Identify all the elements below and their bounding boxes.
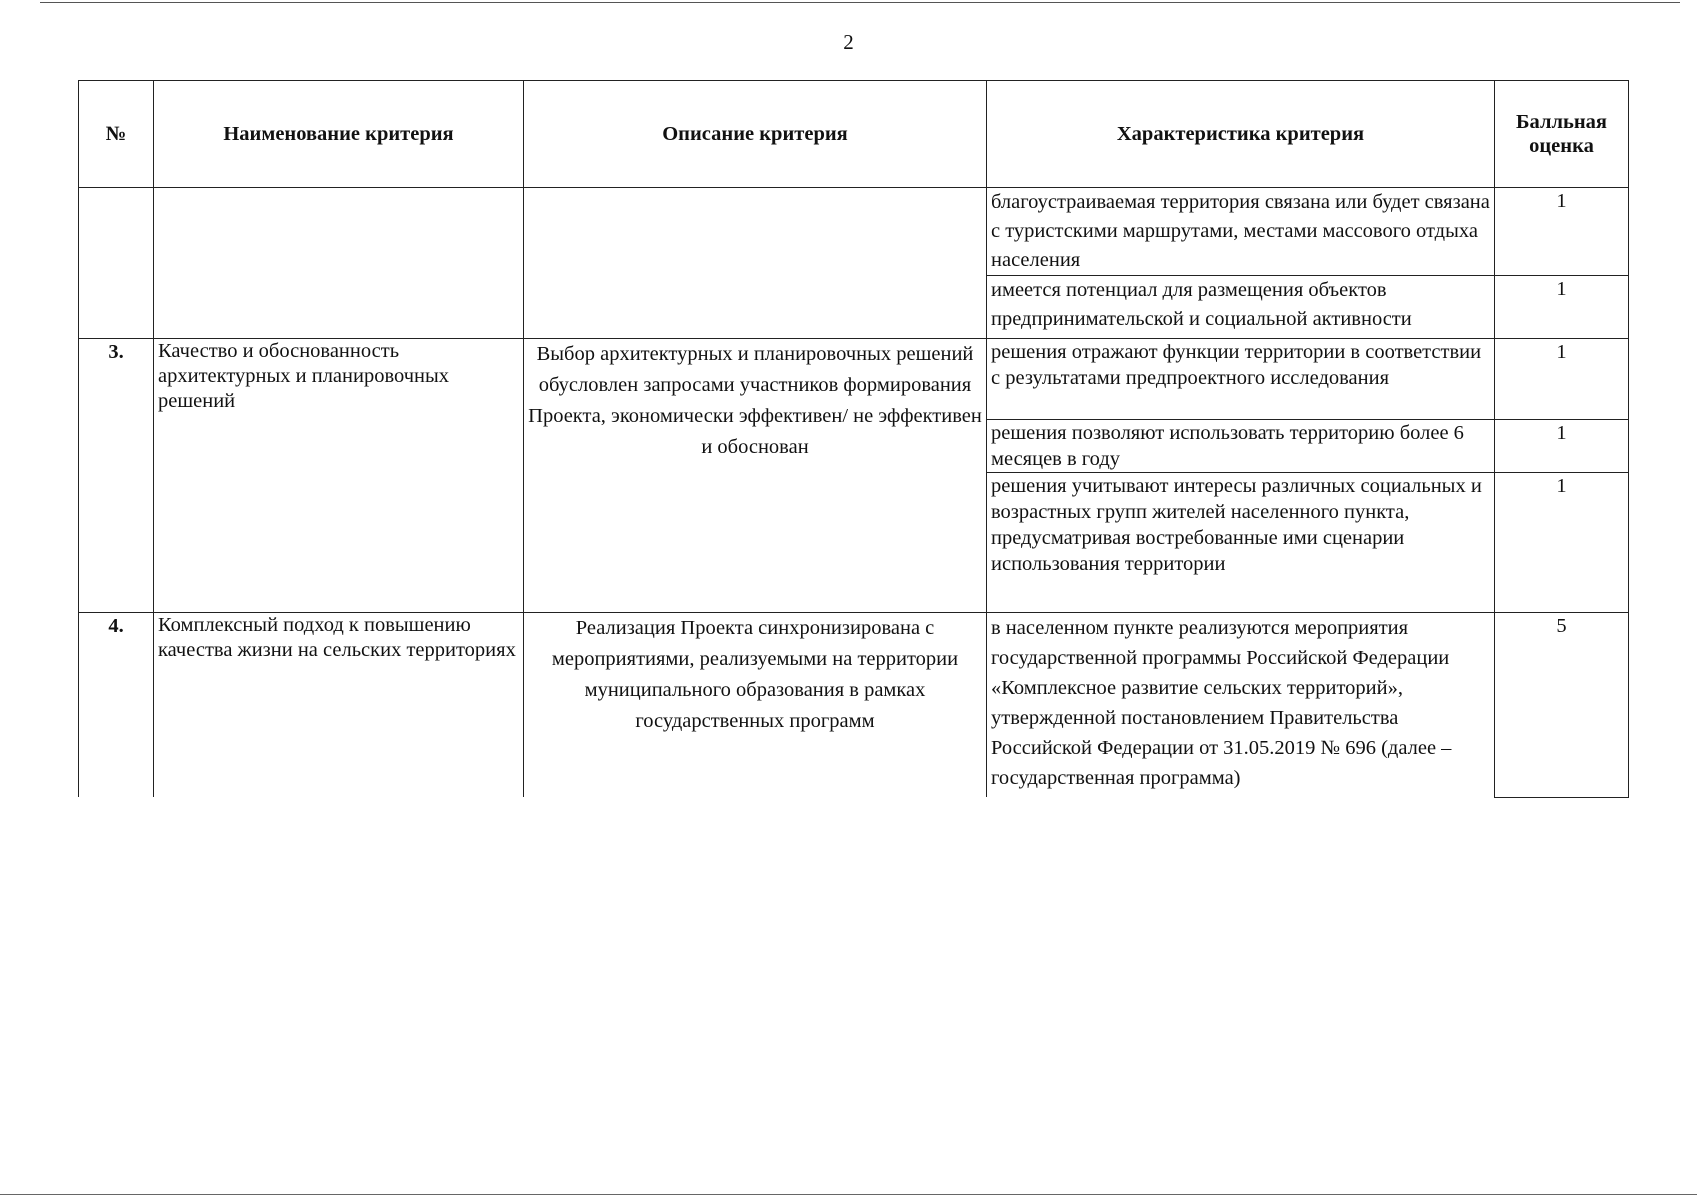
criterion-score: 1: [1495, 420, 1629, 473]
header-characteristic: Характеристика критерия: [987, 81, 1495, 188]
criterion-characteristic: имеется потенциал для размещения объектов предпринимательской и социальной активности: [987, 276, 1495, 339]
scan-edge-bottom: [0, 1194, 1697, 1195]
criterion-description: Выбор архитектурных и планировочных решений обусловлен запросами участников формирования Проекта, экономически эффективен/ не эффективен и обоснован: [524, 339, 987, 613]
criterion-description: Реализация Проекта синхронизирована с мероприятиями, реализуемыми на территории муниципального образования в рамках государственных программ: [524, 613, 987, 798]
criterion-number: 3.: [79, 339, 154, 613]
criterion-number: [79, 188, 154, 339]
criterion-characteristic: решения отражают функции территории в соответствии с результатами предпроектного исследования: [987, 339, 1495, 420]
criterion-number: 4.: [79, 613, 154, 798]
criterion-score: 1: [1495, 339, 1629, 420]
scan-edge-top: [40, 2, 1680, 3]
header-row: [79, 81, 1629, 188]
header-num: №: [79, 81, 154, 188]
criterion-score: 1: [1495, 276, 1629, 339]
criterion-score: 5: [1495, 613, 1629, 798]
criterion-score: 1: [1495, 473, 1629, 613]
table-row: [79, 339, 1629, 420]
page-number: 2: [843, 30, 854, 54]
criterion-characteristic: решения позволяют использовать территорию более 6 месяцев в году: [987, 420, 1495, 473]
criterion-characteristic: в населенном пункте реализуются мероприятия государственной программы Российской Федерации «Комплексное развитие сельских территорий», утвержденной постановлением Правительства Российской Федерации от 31.05.2019 № 696 (далее – государственная программа): [987, 613, 1495, 798]
criterion-characteristic: благоустраиваемая территория связана или будет связана с туристскими маршрутами, местами массового отдыха населения: [987, 188, 1495, 276]
criterion-name: [154, 188, 524, 339]
criterion-name: Качество и обоснованность архитектурных и планировочных решений: [154, 339, 524, 613]
criterion-name: Комплексный подход к повышению качества жизни на сельских территориях: [154, 613, 524, 798]
header-score: Балльная оценка: [1495, 81, 1629, 188]
header-name: Наименование критерия: [154, 81, 524, 188]
table-row: [79, 188, 1629, 276]
table-row: [79, 613, 1629, 798]
header-description: Описание критерия: [524, 81, 987, 188]
criterion-characteristic: решения учитывают интересы различных социальных и возрастных групп жителей населенного пункта, предусматривая востребованные ими сценарии использования территории: [987, 473, 1495, 613]
criteria-table: [78, 80, 1629, 798]
criterion-description: [524, 188, 987, 339]
criterion-score: 1: [1495, 188, 1629, 276]
